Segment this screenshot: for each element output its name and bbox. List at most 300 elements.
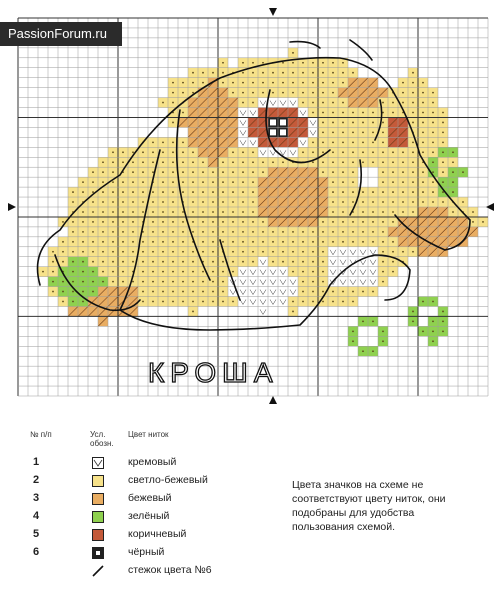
stitch-symbol [162, 211, 164, 213]
stitch-symbol [362, 231, 364, 233]
stitch-symbol [270, 129, 276, 135]
stitch-symbol [52, 281, 54, 283]
stitch-symbol [232, 301, 234, 303]
stitch-symbol [412, 251, 414, 253]
stitch-symbol [172, 211, 174, 213]
stitch-symbol [182, 92, 184, 94]
stitch-symbol [332, 62, 334, 64]
stitch-symbol [232, 82, 234, 84]
stitch-symbol [422, 92, 424, 94]
stitch-symbol [122, 191, 124, 193]
stitch-symbol [392, 221, 394, 223]
stitch-symbol [352, 112, 354, 114]
legend-header-symbol: Усл. обозн. [90, 430, 114, 448]
stitch-symbol [262, 171, 264, 173]
legend-symbol-icon [92, 493, 104, 505]
stitch-symbol [280, 129, 286, 135]
stitch-symbol [252, 171, 254, 173]
stitch-symbol [342, 82, 344, 84]
center-arrow-top [269, 8, 277, 16]
stitch-symbol [182, 181, 184, 183]
stitch-symbol [172, 141, 174, 143]
stitch-symbol [332, 92, 334, 94]
stitch-symbol [172, 191, 174, 193]
stitch-symbol [172, 151, 174, 153]
stitch-symbol [342, 72, 344, 74]
legend-color-name: стежок цвета №6 [128, 564, 212, 576]
stitch-cell [268, 297, 278, 307]
stitch-symbol [72, 261, 74, 263]
stitch-symbol [352, 181, 354, 183]
legend-row-number: 5 [32, 528, 40, 540]
stitch-symbol [232, 191, 234, 193]
legend-note: Цвета значков на схеме не соответствуют цвету ниток, они подобраны для удобства пользования схемой. [292, 479, 446, 533]
stitch-symbol [352, 241, 354, 243]
stitch-cell [248, 287, 258, 297]
stitch-symbol [72, 281, 74, 283]
stitch-symbol [202, 291, 204, 293]
stitch-cell [278, 267, 288, 277]
stitch-symbol [102, 281, 104, 283]
stitch-cell [238, 117, 248, 127]
stitch-cell [278, 287, 288, 297]
stitch-cell [268, 267, 278, 277]
stitch-symbol [222, 161, 224, 163]
stitch-symbol [172, 281, 174, 283]
stitch-symbol [232, 92, 234, 94]
stitch-symbol [62, 221, 64, 223]
stitch-symbol [372, 191, 374, 193]
stitch-symbol [432, 161, 434, 163]
stitch-symbol [242, 181, 244, 183]
stitch-symbol [122, 221, 124, 223]
stitch-symbol [82, 301, 84, 303]
pattern-name-label: КРОША [148, 357, 279, 388]
stitch-symbol [272, 92, 274, 94]
stitch-symbol [322, 62, 324, 64]
stitch-symbol [352, 201, 354, 203]
stitch-symbol [262, 82, 264, 84]
stitch-symbol [362, 211, 364, 213]
legend-row [30, 508, 270, 526]
stitch-symbol [102, 271, 104, 273]
stitch-symbol [342, 102, 344, 104]
stitch-symbol [52, 251, 54, 253]
stitch-symbol [202, 201, 204, 203]
stitch-symbol [302, 151, 304, 153]
stitch-symbol [382, 271, 384, 273]
legend-color-name: зелёный [128, 510, 170, 522]
stitch-symbol [422, 141, 424, 143]
stitch-symbol [212, 191, 214, 193]
stitch-symbol [392, 251, 394, 253]
stitch-symbol [232, 171, 234, 173]
stitch-symbol [342, 211, 344, 213]
stitch-symbol [252, 241, 254, 243]
legend-row-number: 4 [32, 510, 40, 522]
stitch-symbol [272, 72, 274, 74]
stitch-symbol [312, 161, 314, 163]
stitch-symbol [232, 151, 234, 153]
stitch-symbol [382, 191, 384, 193]
stitch-symbol [72, 231, 74, 233]
stitch-symbol [182, 151, 184, 153]
stitch-symbol [82, 181, 84, 183]
stitch-symbol [142, 171, 144, 173]
stitch-symbol [442, 112, 444, 114]
stitch-symbol [172, 291, 174, 293]
stitch-symbol [132, 231, 134, 233]
stitch-symbol [232, 231, 234, 233]
stitch-symbol [152, 251, 154, 253]
stitch-cell [308, 117, 318, 127]
stitch-symbol [372, 221, 374, 223]
stitch-symbol [252, 221, 254, 223]
stitch-symbol [192, 311, 194, 313]
legend-row [30, 526, 270, 544]
stitch-symbol [72, 251, 74, 253]
stitch-symbol [172, 271, 174, 273]
stitch-symbol [342, 181, 344, 183]
stitch-symbol [382, 221, 384, 223]
stitch-symbol [162, 291, 164, 293]
stitch-symbol [302, 241, 304, 243]
stitch-symbol [432, 92, 434, 94]
stitch-symbol [382, 161, 384, 163]
stitch-symbol [162, 151, 164, 153]
stitch-symbol [412, 112, 414, 114]
stitch-symbol [412, 141, 414, 143]
stitch-symbol [402, 82, 404, 84]
stitch-symbol [292, 92, 294, 94]
stitch-symbol [402, 102, 404, 104]
stitch-cell [368, 267, 378, 277]
stitch-symbol [382, 102, 384, 104]
stitch-symbol [352, 291, 354, 293]
stitch-symbol [222, 181, 224, 183]
stitch-symbol [342, 171, 344, 173]
stitch-symbol [232, 271, 234, 273]
stitch-symbol [162, 161, 164, 163]
stitch-symbol [172, 92, 174, 94]
stitch-symbol [122, 151, 124, 153]
stitch-symbol [392, 181, 394, 183]
stitch-symbol [432, 191, 434, 193]
stitch-symbol [282, 72, 284, 74]
stitch-symbol [72, 241, 74, 243]
stitch-symbol [242, 261, 244, 263]
stitch-symbol [262, 231, 264, 233]
stitch-symbol [252, 62, 254, 64]
stitch-symbol [142, 271, 144, 273]
stitch-symbol [242, 62, 244, 64]
stitch-symbol [362, 201, 364, 203]
stitch-symbol [432, 181, 434, 183]
stitch-symbol [412, 72, 414, 74]
stitch-cell [358, 247, 368, 257]
stitch-symbol [322, 141, 324, 143]
stitch-symbol [302, 291, 304, 293]
stitch-symbol [362, 151, 364, 153]
stitch-symbol [242, 171, 244, 173]
stitch-symbol [322, 151, 324, 153]
legend-row-number: 1 [32, 456, 40, 468]
stitch-symbol [352, 141, 354, 143]
stitch-cell [248, 297, 258, 307]
stitch-symbol [192, 191, 194, 193]
stitch-symbol [92, 221, 94, 223]
stitch-symbol [212, 181, 214, 183]
stitch-symbol [202, 161, 204, 163]
stitch-symbol [372, 112, 374, 114]
stitch-symbol [372, 291, 374, 293]
stitch-symbol [182, 261, 184, 263]
stitch-symbol [302, 231, 304, 233]
stitch-symbol [432, 151, 434, 153]
stitch-symbol [402, 191, 404, 193]
stitch-symbol [192, 221, 194, 223]
stitch-symbol [182, 301, 184, 303]
stitch-symbol [392, 171, 394, 173]
stitch-symbol [452, 181, 454, 183]
stitch-symbol [422, 301, 424, 303]
stitch-symbol [182, 281, 184, 283]
stitch-symbol [352, 221, 354, 223]
stitch-symbol [222, 241, 224, 243]
stitch-symbol [312, 92, 314, 94]
stitch-symbol [132, 181, 134, 183]
stitch-symbol [292, 311, 294, 313]
stitch-symbol [142, 181, 144, 183]
stitch-symbol [252, 92, 254, 94]
stitch-symbol [322, 82, 324, 84]
stitch-cell [248, 108, 258, 118]
stitch-symbol [442, 201, 444, 203]
stitch-symbol [222, 261, 224, 263]
stitch-symbol [352, 122, 354, 124]
stitch-symbol [412, 171, 414, 173]
stitch-symbol [292, 271, 294, 273]
stitch-symbol [162, 241, 164, 243]
stitch-symbol [82, 191, 84, 193]
stitch-cell [358, 277, 368, 287]
stitch-symbol [302, 92, 304, 94]
stitch-symbol [422, 82, 424, 84]
center-arrow-left [8, 203, 16, 211]
stitch-symbol [132, 261, 134, 263]
stitch-symbol [292, 241, 294, 243]
stitch-symbol [152, 271, 154, 273]
stitch-symbol [142, 281, 144, 283]
stitch-symbol [202, 301, 204, 303]
stitch-symbol [152, 221, 154, 223]
stitch-cell [258, 306, 268, 316]
stitch-symbol [162, 181, 164, 183]
stitch-symbol [202, 181, 204, 183]
stitch-symbol [342, 131, 344, 133]
stitch-symbol [172, 301, 174, 303]
stitch-symbol [162, 261, 164, 263]
stitch-cell [248, 137, 258, 147]
stitch-symbol [252, 251, 254, 253]
stitch-symbol [232, 161, 234, 163]
stitch-symbol [62, 251, 64, 253]
stitch-symbol [252, 191, 254, 193]
stitch-symbol [372, 122, 374, 124]
legend-color-name: кремовый [128, 456, 177, 468]
stitch-symbol [122, 281, 124, 283]
stitch-symbol [222, 211, 224, 213]
stitch-symbol [52, 261, 54, 263]
stitch-symbol [412, 320, 414, 322]
stitch-symbol [332, 82, 334, 84]
stitch-symbol [292, 72, 294, 74]
stitch-symbol [302, 281, 304, 283]
stitch-symbol [222, 221, 224, 223]
stitch-symbol [422, 191, 424, 193]
stitch-symbol [392, 261, 394, 263]
stitch-symbol [252, 231, 254, 233]
stitch-symbol [392, 102, 394, 104]
stitch-symbol [432, 112, 434, 114]
stitch-symbol [362, 122, 364, 124]
stitch-symbol [312, 291, 314, 293]
stitch-cell [338, 277, 348, 287]
stitch-symbol [182, 291, 184, 293]
stitch-symbol [152, 151, 154, 153]
stitch-symbol [372, 241, 374, 243]
legend-row [30, 490, 270, 508]
stitch-cell [258, 297, 268, 307]
stitch-symbol [322, 122, 324, 124]
stitch-symbol [262, 92, 264, 94]
stitch-symbol [112, 241, 114, 243]
stitch-symbol [242, 82, 244, 84]
stitch-symbol [212, 261, 214, 263]
stitch-symbol [252, 151, 254, 153]
stitch-symbol [392, 211, 394, 213]
stitch-symbol [82, 281, 84, 283]
stitch-symbol [392, 271, 394, 273]
stitch-cell [258, 267, 268, 277]
stitch-symbol [322, 231, 324, 233]
stitch-symbol [242, 161, 244, 163]
stitch-symbol [402, 201, 404, 203]
stitch-symbol [292, 251, 294, 253]
stitch-symbol [462, 171, 464, 173]
stitch-symbol [322, 251, 324, 253]
stitch-symbol [342, 191, 344, 193]
stitch-symbol [252, 72, 254, 74]
stitch-symbol [322, 291, 324, 293]
legend-row-number: 6 [32, 546, 40, 558]
stitch-symbol [202, 191, 204, 193]
stitch-symbol [102, 221, 104, 223]
stitch-symbol [142, 241, 144, 243]
stitch-symbol [342, 301, 344, 303]
legend-row-number: 3 [32, 492, 40, 504]
stitch-symbol [332, 151, 334, 153]
stitch-symbol [262, 72, 264, 74]
stitch-symbol [312, 241, 314, 243]
stitch-symbol [262, 251, 264, 253]
stitch-symbol [432, 131, 434, 133]
stitch-symbol [152, 241, 154, 243]
stitch-cell [268, 98, 278, 108]
stitch-symbol [152, 281, 154, 283]
stitch-symbol [322, 301, 324, 303]
stitch-symbol [112, 201, 114, 203]
stitch-symbol [402, 211, 404, 213]
stitch-symbol [262, 62, 264, 64]
stitch-symbol [452, 171, 454, 173]
stitch-symbol [422, 330, 424, 332]
stitch-symbol [412, 151, 414, 153]
center-arrow-right [486, 203, 494, 211]
stitch-symbol [112, 181, 114, 183]
stitch-symbol [82, 211, 84, 213]
stitch-symbol [412, 201, 414, 203]
stitch-symbol [392, 241, 394, 243]
stitch-symbol [372, 141, 374, 143]
stitch-symbol [362, 291, 364, 293]
stitch-symbol [342, 151, 344, 153]
stitch-symbol [92, 231, 94, 233]
stitch-symbol [152, 201, 154, 203]
stitch-symbol [352, 131, 354, 133]
stitch-symbol [332, 181, 334, 183]
stitch-symbol [332, 102, 334, 104]
stitch-symbol [192, 261, 194, 263]
stitch-symbol [62, 291, 64, 293]
stitch-symbol [142, 201, 144, 203]
stitch-symbol [422, 201, 424, 203]
stitch-symbol [422, 131, 424, 133]
stitch-cell [308, 127, 318, 137]
stitch-symbol [442, 330, 444, 332]
stitch-symbol [122, 201, 124, 203]
stitch-symbol [302, 72, 304, 74]
stitch-symbol [392, 151, 394, 153]
stitch-symbol [322, 171, 324, 173]
pattern-cells [38, 48, 488, 356]
stitch-symbol [272, 161, 274, 163]
stitch-symbol [222, 201, 224, 203]
stitch-symbol [342, 231, 344, 233]
stitch-symbol [212, 291, 214, 293]
stitch-symbol [312, 112, 314, 114]
stitch-cell [358, 267, 368, 277]
stitch-cell [238, 267, 248, 277]
stitch-symbol [152, 211, 154, 213]
stitch-symbol [92, 241, 94, 243]
stitch-symbol [302, 301, 304, 303]
stitch-symbol [452, 191, 454, 193]
stitch-symbol [442, 151, 444, 153]
stitch-symbol [112, 211, 114, 213]
stitch-cell [348, 277, 358, 287]
stitch-symbol [282, 161, 284, 163]
stitch-symbol [132, 251, 134, 253]
stitch-symbol [232, 241, 234, 243]
stitch-symbol [382, 171, 384, 173]
stitch-symbol [332, 171, 334, 173]
stitch-symbol [182, 251, 184, 253]
backstitch-outline [290, 42, 320, 48]
stitch-symbol [282, 231, 284, 233]
stitch-symbol [212, 271, 214, 273]
stitch-symbol [162, 281, 164, 283]
